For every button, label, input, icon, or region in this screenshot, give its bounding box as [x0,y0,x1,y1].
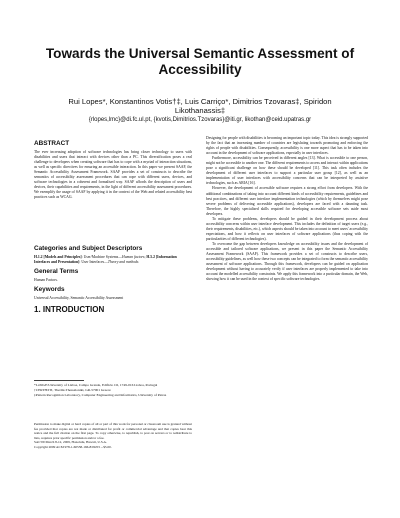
abstract-heading: ABSTRACT [34,140,70,147]
category-sep: ; [144,255,147,259]
copyright-block [34,422,192,450]
right-column-body [206,136,368,496]
author-emails: {rlopes,lmc}@di.fc.ul.pt, {kvotis,Dimitrios.Tzovaras}@iti.gr, likothan@ceid.upatras.gr [88,117,312,123]
author-line-1: Rui Lopes*, Konstantinos Votis†‡, Luis Carriço*, Dimitrios Tzovaras‡, Spiridon [68,97,332,106]
category-1-rest: : User/Machine Systems— [81,255,123,259]
keywords-heading: Keywords [34,286,65,294]
right-column [206,136,368,496]
intro-paragraph-5: To overcome the gap between developers knowledge on accessibility issues and the development of accessible and tailored software applications, we present in this paper the Semantic Accessibility Assessment Framework (SAAF). This framework provides a set of constructs to describe users, accessibility guidelines, as well how these two concepts can be integrated to form the semantic accessibility assessment of software applications. Through this framework, developers can be guided on application development without having to accurately verify if user interfaces are properly implemented to take into account the modelled accessibility constraints. We apply this framework into a particular domain, the Web, showing how it can be used in the context of specific software technologies. [206,241,368,282]
footnote-3: ‡Pattern Recognition Laboratory, Computer Engineering and Informatics, University of Patras [34,392,167,397]
category-2-rest: : User Interfaces— [79,260,108,265]
footnote-divider [34,380,84,381]
general-terms-heading: General Terms [34,268,79,276]
footnote-2: †CERTH/ITI, Thermi-Thessaloniki, GR-57001 Greece [34,387,111,392]
footnote-1: *LaSIGE/University of Lisboa, Campo Grande, Edifício C6, 1749-016 Lisboa, Portugal [34,383,158,387]
introduction-heading: 1. INTRODUCTION [34,305,105,315]
categories-heading: Categories and Subject Descriptors [34,245,143,252]
general-terms-text: Human Factors. [34,278,58,283]
left-column [34,140,192,317]
category-1-italic: Human factors [122,255,145,259]
intro-paragraph-1: Designing for people with disabilities is becoming an important topic today. This idea is strongly supported by the fact that an increasing number of countries are legislating towards promoting and enforcing the rights of people with disabilities. Consequently, accessibility is one more aspect that has to be taken into account in the development of software applications, especially in user interfaces. [206,136,368,156]
abstract-body-wrap [34,150,192,245]
copyright-text: Permission to make digital or hard copies of all or part of this work for personal or classroom use is granted without fee provided that copies are not made or distributed for profit or commercial advantage and that copies bear this notice and the full citation on the first page. To copy otherwise, to republish, to post on servers or to redistribute to lists, requires prior specific permission and/or a fee. SAC'09 March 8-12, 2009, Honolulu, Hawaii, U.S.A. Copyright 2009 ACM 978-1-60558-166-8/09/03 ...$5.00. [34,422,192,449]
author-list [40,97,360,116]
category-2-italic: Theory and methods [107,260,139,265]
abstract-text: The ever increasing adoption of software technologies has bring closer technology to users with disabilities and users that interact with devices other than a PC. This diversification poses a real challenge to developers when creating software that has to cope with a myriad of interaction situations, as well as specific directives for ensuring an accessible interaction. In this paper we present SAAF, the Semantic Accessibility Assessment Framework. SAAF provides a set of constructs to describe the semantics of accessibility assessment procedures that can cope with different users, devices, and software technologies in a coherent and formalised way. SAAF affords the description of users and devices, their capabilities and requirements, in the light of different accessibility assessment procedures. We exemplify the usage of SAAF by applying it in the context of the Web and related accessibility best practices such as WCAG. [34,150,192,200]
keywords-text: Universal Accessibility, Semantic Accessibility Assessment [34,296,124,301]
category-1-code: H.1.2 [Models and Principles] [34,255,82,259]
paper-title: Towards the Universal Semantic Assessment of Accessibility [45,46,355,77]
categories-text [34,255,192,265]
footnotes [34,376,192,397]
author-line-2: Likothanassis‡ [174,106,226,116]
intro-paragraph-2: Furthermore, accessibility can be perceived in different angles [13]. What is accessible to one person, might not be accessible to another one. The different requirements to access and interact within applications pose a significant challenge on how these should be developed [11]. This task often includes the development of different user interfaces to support a particular user group [12], as well as an implementation of user interfaces with accessibility concerns that can be interpreted by assistive technologies, such as ARIA [16]. [206,156,368,186]
intro-paragraph-3: However, the development of accessible software requires a strong effort from developers. With the additional combinations of taking into account different kinds of accessibility requirements, guidelines and best practices, and different user interface implementation technologies (which by themselves might pose severe problems of delivering accessible applications), developers are faced with a daunting task. Therefore, the highly specialised skills required for developing accessible software sets aside most developers. [206,186,368,216]
category-2-code: H.5.2 [Information Interfaces and Presentation] [34,255,177,265]
intro-paragraph-4: To mitigate these problems, developers should be guided in their development process about accessibility concerns within user interface development. This includes the definition of target users (e.g., their requirements, disabilities, etc.), which aspects should be taken into account to meet users' accessibility expectations, and how it reflects on user interfaces of software applications (thus coping with the particularities of different technologies). [206,216,368,241]
